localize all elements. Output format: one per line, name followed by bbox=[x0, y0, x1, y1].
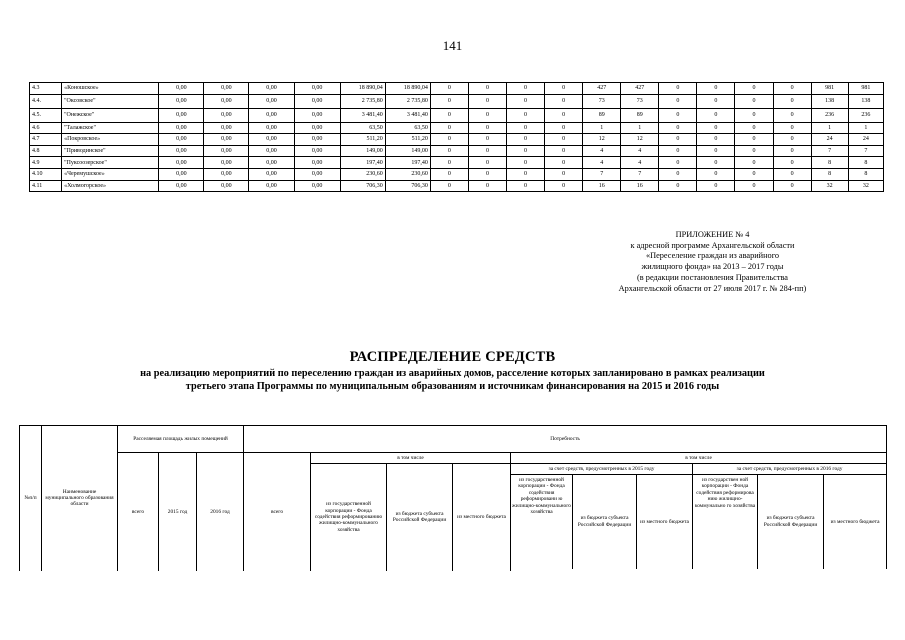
value-cell: 511,20 bbox=[385, 134, 430, 146]
row-number-cell: 4.9 bbox=[30, 157, 62, 169]
municipality-cell: «Черемушское» bbox=[62, 168, 159, 180]
value-cell: 32 bbox=[848, 180, 883, 192]
header-table bbox=[19, 425, 887, 571]
value-cell: 0 bbox=[735, 145, 773, 157]
row-number-cell: 4.11 bbox=[30, 180, 62, 192]
col-header-including: в том числе bbox=[311, 453, 511, 464]
value-cell: 0 bbox=[697, 180, 735, 192]
value-cell: 0 bbox=[773, 108, 811, 122]
value-cell: 89 bbox=[621, 108, 659, 122]
municipality-cell: "Оксовское" bbox=[62, 94, 159, 108]
value-cell: 7 bbox=[811, 145, 848, 157]
value-cell: 18 890,04 bbox=[340, 83, 385, 95]
col-header-fund-subject: из бюджета субъекта Российской Федерации bbox=[387, 464, 453, 571]
municipality-cell: «Покровское» bbox=[62, 134, 159, 146]
value-cell: 0 bbox=[545, 157, 583, 169]
value-cell: 0 bbox=[430, 122, 468, 134]
col-header-fund-corp-2016: из государствен ной корпорации - Фонда содействия реформирова нию жилищно-коммунально го хозяйства bbox=[693, 475, 758, 569]
value-cell: 0 bbox=[545, 180, 583, 192]
row-number-cell: 4.4. bbox=[30, 94, 62, 108]
value-cell: 0,00 bbox=[294, 145, 340, 157]
value-cell: 73 bbox=[621, 94, 659, 108]
table-row bbox=[30, 145, 884, 157]
value-cell: 0,00 bbox=[294, 122, 340, 134]
row-number-cell: 4.7 bbox=[30, 134, 62, 146]
table-row bbox=[30, 134, 884, 146]
page-number: 141 bbox=[442, 38, 463, 53]
value-cell: 0,00 bbox=[249, 145, 294, 157]
value-cell: 0 bbox=[659, 157, 697, 169]
value-cell: 0 bbox=[773, 134, 811, 146]
col-header-fund-2016: за счет средств, предусмотренных в 2016 году bbox=[693, 464, 887, 475]
col-header-fund-subject-2015: из бюджета субъекта Российской Федерации bbox=[573, 475, 637, 569]
value-cell: 0,00 bbox=[204, 168, 249, 180]
value-cell: 2 735,80 bbox=[340, 94, 385, 108]
appendix-line: к адресной программе Архангельской области bbox=[630, 240, 795, 250]
value-cell: 4 bbox=[583, 145, 621, 157]
table-row bbox=[30, 157, 884, 169]
value-cell: 149,00 bbox=[385, 145, 430, 157]
value-cell: 0 bbox=[773, 83, 811, 95]
value-cell: 0,00 bbox=[159, 83, 204, 95]
value-cell: 24 bbox=[848, 134, 883, 146]
value-cell: 0 bbox=[697, 83, 735, 95]
table-row bbox=[30, 122, 884, 134]
value-cell: 8 bbox=[811, 168, 848, 180]
value-cell: 0,00 bbox=[204, 134, 249, 146]
value-cell: 0 bbox=[659, 94, 697, 108]
value-cell: 0,00 bbox=[204, 108, 249, 122]
value-cell: 7 bbox=[583, 168, 621, 180]
value-cell: 89 bbox=[583, 108, 621, 122]
value-cell: 706,30 bbox=[385, 180, 430, 192]
value-cell: 0 bbox=[659, 108, 697, 122]
col-header-area-2015: 2015 год bbox=[159, 453, 197, 571]
value-cell: 0,00 bbox=[294, 83, 340, 95]
value-cell: 0 bbox=[545, 122, 583, 134]
value-cell: 1 bbox=[621, 122, 659, 134]
value-cell: 16 bbox=[583, 180, 621, 192]
value-cell: 0 bbox=[659, 122, 697, 134]
value-cell: 0 bbox=[468, 168, 506, 180]
value-cell: 706,30 bbox=[340, 180, 385, 192]
value-cell: 0,00 bbox=[159, 94, 204, 108]
value-cell: 236 bbox=[811, 108, 848, 122]
value-cell: 4 bbox=[621, 157, 659, 169]
value-cell: 73 bbox=[583, 94, 621, 108]
value-cell: 0 bbox=[545, 108, 583, 122]
value-cell: 0 bbox=[430, 168, 468, 180]
value-cell: 0,00 bbox=[159, 108, 204, 122]
subtitle-line: третьего этапа Программы по муниципальным образованиям и источникам финансирования на 2015 и 2016 годы bbox=[185, 381, 720, 392]
value-cell: 0 bbox=[735, 157, 773, 169]
value-cell: 0,00 bbox=[159, 122, 204, 134]
value-cell: 0 bbox=[430, 83, 468, 95]
col-header-area-2016: 2016 год bbox=[197, 453, 244, 571]
value-cell: 0 bbox=[659, 180, 697, 192]
value-cell: 0 bbox=[659, 83, 697, 95]
col-header-fund-corp: из государственной корпорации - Фонда содействия реформированию жилищно-коммунального хозяйства bbox=[311, 464, 387, 571]
value-cell: 0,00 bbox=[204, 94, 249, 108]
value-cell: 0,00 bbox=[159, 168, 204, 180]
value-cell: 4 bbox=[583, 157, 621, 169]
municipality-cell: "Приводинское" bbox=[62, 145, 159, 157]
value-cell: 138 bbox=[811, 94, 848, 108]
col-header-need-group: Потребность bbox=[244, 426, 887, 453]
value-cell: 0 bbox=[507, 180, 545, 192]
value-cell: 1 bbox=[811, 122, 848, 134]
col-header-municipality: Наименование муниципального образования области bbox=[42, 426, 118, 571]
value-cell: 0 bbox=[735, 122, 773, 134]
value-cell: 0 bbox=[735, 108, 773, 122]
value-cell: 0 bbox=[773, 122, 811, 134]
row-number-cell: 4.3 bbox=[30, 83, 62, 95]
value-cell: 0 bbox=[773, 145, 811, 157]
value-cell: 0 bbox=[697, 108, 735, 122]
value-cell: 12 bbox=[583, 134, 621, 146]
value-cell: 0,00 bbox=[204, 83, 249, 95]
data-table bbox=[29, 82, 884, 192]
value-cell: 0 bbox=[697, 122, 735, 134]
value-cell: 197,40 bbox=[385, 157, 430, 169]
col-header-area-total: всего bbox=[118, 453, 159, 571]
value-cell: 981 bbox=[811, 83, 848, 95]
value-cell: 0,00 bbox=[159, 145, 204, 157]
value-cell: 0 bbox=[735, 134, 773, 146]
value-cell: 0,00 bbox=[249, 157, 294, 169]
value-cell: 1 bbox=[848, 122, 883, 134]
value-cell: 0,00 bbox=[159, 157, 204, 169]
value-cell: 0 bbox=[507, 83, 545, 95]
row-number-cell: 4.6 bbox=[30, 122, 62, 134]
value-cell: 0 bbox=[468, 94, 506, 108]
value-cell: 236 bbox=[848, 108, 883, 122]
value-cell: 0 bbox=[659, 168, 697, 180]
value-cell: 0 bbox=[468, 122, 506, 134]
value-cell: 0 bbox=[545, 168, 583, 180]
value-cell: 12 bbox=[621, 134, 659, 146]
value-cell: 0 bbox=[697, 145, 735, 157]
value-cell: 138 bbox=[848, 94, 883, 108]
value-cell: 0 bbox=[545, 94, 583, 108]
value-cell: 0 bbox=[659, 145, 697, 157]
value-cell: 3 481,40 bbox=[385, 108, 430, 122]
value-cell: 0,00 bbox=[294, 180, 340, 192]
col-header-fund-local-2016: из местного бюджета bbox=[824, 475, 887, 569]
col-header-fund-local: из местного бюджета bbox=[453, 464, 511, 571]
col-header-number: №п/п bbox=[20, 426, 42, 571]
value-cell: 981 bbox=[848, 83, 883, 95]
col-header-fund-corp-2015: из государственной корпорации - Фонда содействия реформировани ю жилищно-коммунального хозяйства bbox=[511, 475, 573, 569]
col-header-need-total: всего bbox=[244, 453, 311, 571]
value-cell: 0 bbox=[430, 180, 468, 192]
value-cell: 0,00 bbox=[249, 122, 294, 134]
value-cell: 7 bbox=[621, 168, 659, 180]
value-cell: 0 bbox=[735, 94, 773, 108]
value-cell: 0 bbox=[697, 134, 735, 146]
value-cell: 0,00 bbox=[249, 108, 294, 122]
value-cell: 0 bbox=[430, 157, 468, 169]
value-cell: 0 bbox=[430, 134, 468, 146]
value-cell: 149,00 bbox=[340, 145, 385, 157]
value-cell: 0 bbox=[735, 168, 773, 180]
value-cell: 16 bbox=[621, 180, 659, 192]
value-cell: 8 bbox=[848, 157, 883, 169]
value-cell: 0 bbox=[507, 168, 545, 180]
value-cell: 8 bbox=[848, 168, 883, 180]
value-cell: 0,00 bbox=[294, 168, 340, 180]
value-cell: 3 481,40 bbox=[340, 108, 385, 122]
value-cell: 0 bbox=[430, 108, 468, 122]
table-row bbox=[30, 108, 884, 122]
col-header-fund-2015: за счет средств, предусмотренных в 2015 году bbox=[511, 464, 693, 475]
table-row bbox=[30, 94, 884, 108]
municipality-cell: «Холмогорское» bbox=[62, 180, 159, 192]
value-cell: 0,00 bbox=[249, 94, 294, 108]
value-cell: 0,00 bbox=[159, 134, 204, 146]
value-cell: 0 bbox=[468, 157, 506, 169]
value-cell: 427 bbox=[621, 83, 659, 95]
value-cell: 1 bbox=[583, 122, 621, 134]
value-cell: 427 bbox=[583, 83, 621, 95]
table-row bbox=[30, 168, 884, 180]
appendix-block bbox=[575, 230, 850, 294]
value-cell: 230,60 bbox=[340, 168, 385, 180]
col-header-including: в том числе bbox=[511, 453, 887, 464]
value-cell: 0 bbox=[735, 180, 773, 192]
value-cell: 0,00 bbox=[294, 134, 340, 146]
value-cell: 4 bbox=[621, 145, 659, 157]
value-cell: 0 bbox=[697, 168, 735, 180]
value-cell: 0 bbox=[735, 83, 773, 95]
value-cell: 63,50 bbox=[340, 122, 385, 134]
value-cell: 0,00 bbox=[204, 122, 249, 134]
value-cell: 0,00 bbox=[249, 134, 294, 146]
value-cell: 0 bbox=[507, 145, 545, 157]
value-cell: 0 bbox=[773, 94, 811, 108]
appendix-line: «Переселение граждан из аварийного bbox=[645, 251, 780, 261]
value-cell: 0 bbox=[507, 108, 545, 122]
value-cell: 32 bbox=[811, 180, 848, 192]
value-cell: 0,00 bbox=[249, 180, 294, 192]
value-cell: 511,20 bbox=[340, 134, 385, 146]
value-cell: 0 bbox=[468, 180, 506, 192]
value-cell: 0,00 bbox=[204, 145, 249, 157]
document-subtitle bbox=[40, 367, 865, 393]
value-cell: 0 bbox=[773, 180, 811, 192]
value-cell: 197,40 bbox=[340, 157, 385, 169]
value-cell: 0 bbox=[468, 108, 506, 122]
value-cell: 0,00 bbox=[204, 157, 249, 169]
value-cell: 0 bbox=[697, 157, 735, 169]
value-cell: 8 bbox=[811, 157, 848, 169]
row-number-cell: 4.5. bbox=[30, 108, 62, 122]
value-cell: 0,00 bbox=[204, 180, 249, 192]
value-cell: 0,00 bbox=[159, 180, 204, 192]
appendix-line: жилищного фонда» на 2013 – 2017 годы bbox=[641, 262, 784, 272]
municipality-cell: «Коношское» bbox=[62, 83, 159, 95]
value-cell: 7 bbox=[848, 145, 883, 157]
value-cell: 230,60 bbox=[385, 168, 430, 180]
value-cell: 0 bbox=[507, 134, 545, 146]
value-cell: 0 bbox=[545, 145, 583, 157]
value-cell: 0 bbox=[545, 134, 583, 146]
value-cell: 0 bbox=[545, 83, 583, 95]
table-row bbox=[30, 83, 884, 95]
row-number-cell: 4.10 bbox=[30, 168, 62, 180]
table-row bbox=[30, 180, 884, 192]
value-cell: 0,00 bbox=[249, 83, 294, 95]
value-cell: 0 bbox=[468, 83, 506, 95]
value-cell: 0 bbox=[507, 122, 545, 134]
value-cell: 0 bbox=[697, 94, 735, 108]
col-header-fund-local-2015: из местного бюджета bbox=[637, 475, 693, 569]
appendix-line: Архангельской области от 27 июля 2017 г. № 284-пп) bbox=[618, 283, 807, 293]
row-number-cell: 4.8 bbox=[30, 145, 62, 157]
value-cell: 63,50 bbox=[385, 122, 430, 134]
value-cell: 0,00 bbox=[294, 94, 340, 108]
value-cell: 0 bbox=[659, 134, 697, 146]
value-cell: 0,00 bbox=[294, 157, 340, 169]
value-cell: 0 bbox=[430, 94, 468, 108]
col-header-area-group: Расселяемая площадь жилых помещений bbox=[118, 426, 244, 453]
value-cell: 0,00 bbox=[294, 108, 340, 122]
municipality-cell: "Талажское" bbox=[62, 122, 159, 134]
value-cell: 0 bbox=[773, 168, 811, 180]
col-header-fund-subject-2016: из бюджета субъекта Российской Федерации bbox=[758, 475, 824, 569]
appendix-line: ПРИЛОЖЕНИЕ № 4 bbox=[675, 230, 750, 239]
municipality-cell: "Пуксоозерское" bbox=[62, 157, 159, 169]
subtitle-line: на реализацию мероприятий по переселению граждан из аварийных домов, расселение которых запланировано в рамках реализации bbox=[140, 368, 765, 379]
value-cell: 0,00 bbox=[249, 168, 294, 180]
value-cell: 0 bbox=[773, 157, 811, 169]
value-cell: 0 bbox=[468, 134, 506, 146]
municipality-cell: "Онежское" bbox=[62, 108, 159, 122]
value-cell: 0 bbox=[430, 145, 468, 157]
value-cell: 18 890,04 bbox=[385, 83, 430, 95]
value-cell: 0 bbox=[468, 145, 506, 157]
appendix-line: (в редакции постановления Правительства bbox=[637, 272, 788, 282]
value-cell: 2 735,80 bbox=[385, 94, 430, 108]
value-cell: 0 bbox=[507, 94, 545, 108]
value-cell: 24 bbox=[811, 134, 848, 146]
document-title: РАСПРЕДЕЛЕНИЕ СРЕДСТВ bbox=[349, 349, 556, 365]
value-cell: 0 bbox=[507, 157, 545, 169]
